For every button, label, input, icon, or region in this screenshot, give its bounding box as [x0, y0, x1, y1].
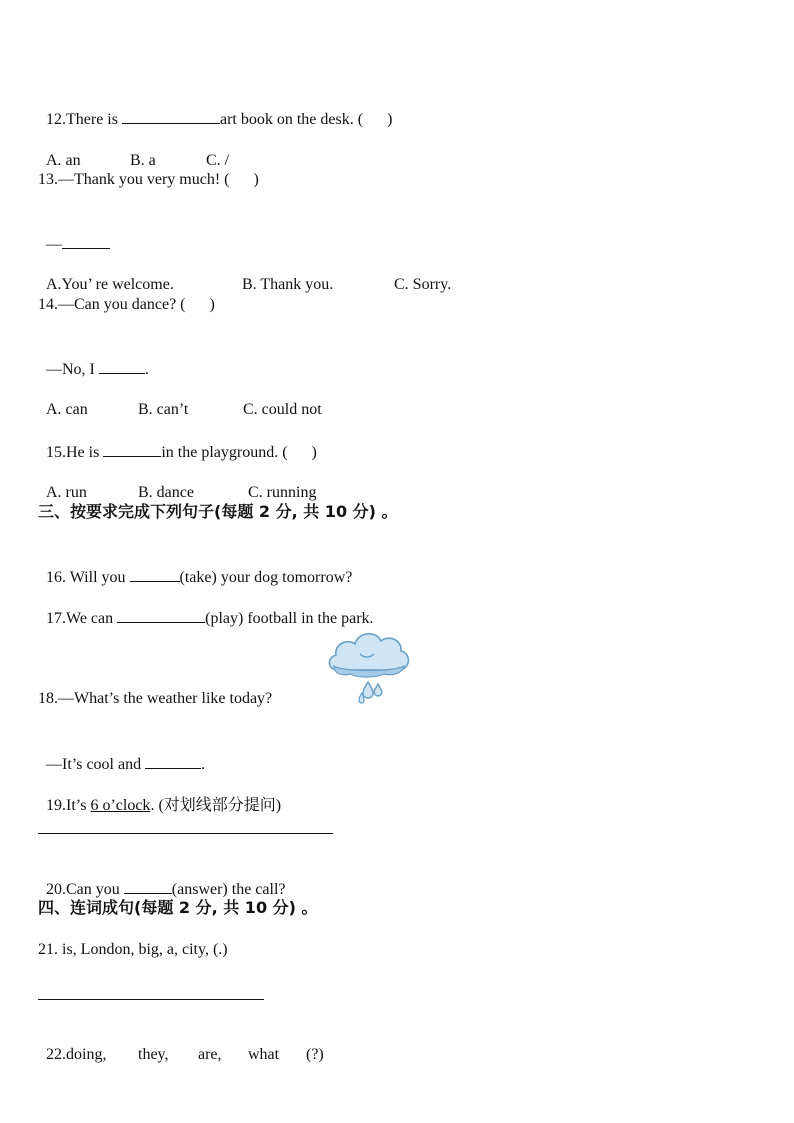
answer-blank[interactable] — [103, 441, 161, 457]
section-3-heading: 三、按要求完成下列句子(每题 2 分, 共 10 分) 。 — [38, 502, 398, 521]
scrambled-word: 22.doing, — [46, 1046, 107, 1063]
question-text: 16. Will you — [46, 569, 130, 586]
options-15 — [38, 460, 316, 504]
question-text: . (对划线部分提问) — [150, 797, 282, 814]
option-a[interactable]: A. an — [46, 152, 81, 169]
answer-blank[interactable] — [130, 566, 180, 582]
question-15 — [38, 419, 317, 464]
question-21: 21. is, London, big, a, city, (.) — [38, 941, 228, 958]
answer-blank[interactable] — [117, 607, 205, 623]
scrambled-word: are, — [198, 1046, 222, 1063]
reply-dash: — — [46, 236, 62, 253]
options-14 — [38, 377, 322, 421]
question-19 — [38, 773, 281, 817]
question-text: 19.It’s — [46, 797, 91, 814]
answer-blank[interactable] — [122, 108, 220, 124]
question-text: art book on the desk. ( ) — [219, 111, 393, 128]
reply-text: —No, I — [46, 361, 99, 378]
answer-blank[interactable] — [62, 233, 110, 249]
options-13 — [38, 252, 451, 296]
reply-18 — [38, 731, 205, 776]
option-b[interactable]: B. a — [130, 152, 156, 169]
option-c[interactable]: C. Sorry. — [394, 276, 452, 293]
scrambled-word: what — [248, 1046, 280, 1063]
option-c[interactable]: C. running — [248, 484, 317, 501]
question-text: 17.We can — [46, 610, 118, 627]
question-16 — [38, 544, 352, 589]
answer-line-21[interactable] — [38, 999, 264, 1000]
scrambled-word: they, — [138, 1046, 169, 1063]
answer-blank[interactable] — [145, 753, 201, 769]
options-12 — [38, 128, 229, 172]
answer-blank[interactable] — [124, 878, 172, 894]
reply-13 — [38, 211, 110, 256]
option-b[interactable]: B. Thank you. — [242, 276, 334, 293]
question-20 — [38, 856, 286, 901]
option-a[interactable]: A. run — [46, 484, 87, 501]
question-text: (play) football in the park. — [205, 610, 374, 627]
option-a[interactable]: A.You’ re welcome. — [46, 276, 174, 293]
underlined-part: 6 o’clock — [90, 797, 151, 814]
answer-line-19[interactable] — [38, 833, 333, 834]
section-4-heading: 四、连词成句(每题 2 分, 共 10 分) 。 — [38, 898, 318, 917]
reply-text: . — [144, 361, 149, 378]
option-a[interactable]: A. can — [46, 401, 88, 418]
question-12 — [38, 86, 392, 131]
question-text: There is — [66, 111, 122, 128]
option-c[interactable]: C. could not — [243, 401, 322, 418]
option-b[interactable]: B. can’t — [138, 401, 189, 418]
question-text: 15.He is — [46, 444, 104, 461]
question-text: in the playground. ( ) — [161, 444, 317, 461]
option-c[interactable]: C. / — [206, 152, 230, 169]
rain-cloud-icon — [324, 624, 412, 708]
reply-text: —It’s cool and — [46, 756, 146, 773]
question-18: 18.—What’s the weather like today? — [38, 690, 273, 707]
question-22 — [38, 1022, 324, 1066]
question-text: (answer) the call? — [171, 881, 286, 898]
reply-14 — [38, 336, 149, 381]
question-text: (take) your dog tomorrow? — [179, 569, 353, 586]
question-text: 20.Can you — [46, 881, 124, 898]
reply-text: . — [201, 756, 206, 773]
option-b[interactable]: B. dance — [138, 484, 194, 501]
question-13: 13.—Thank you very much! ( ) — [38, 171, 259, 188]
question-number: 12. — [46, 111, 66, 128]
answer-blank[interactable] — [99, 358, 145, 374]
scrambled-word: (?) — [306, 1046, 324, 1063]
question-14: 14.—Can you dance? ( ) — [38, 296, 215, 313]
